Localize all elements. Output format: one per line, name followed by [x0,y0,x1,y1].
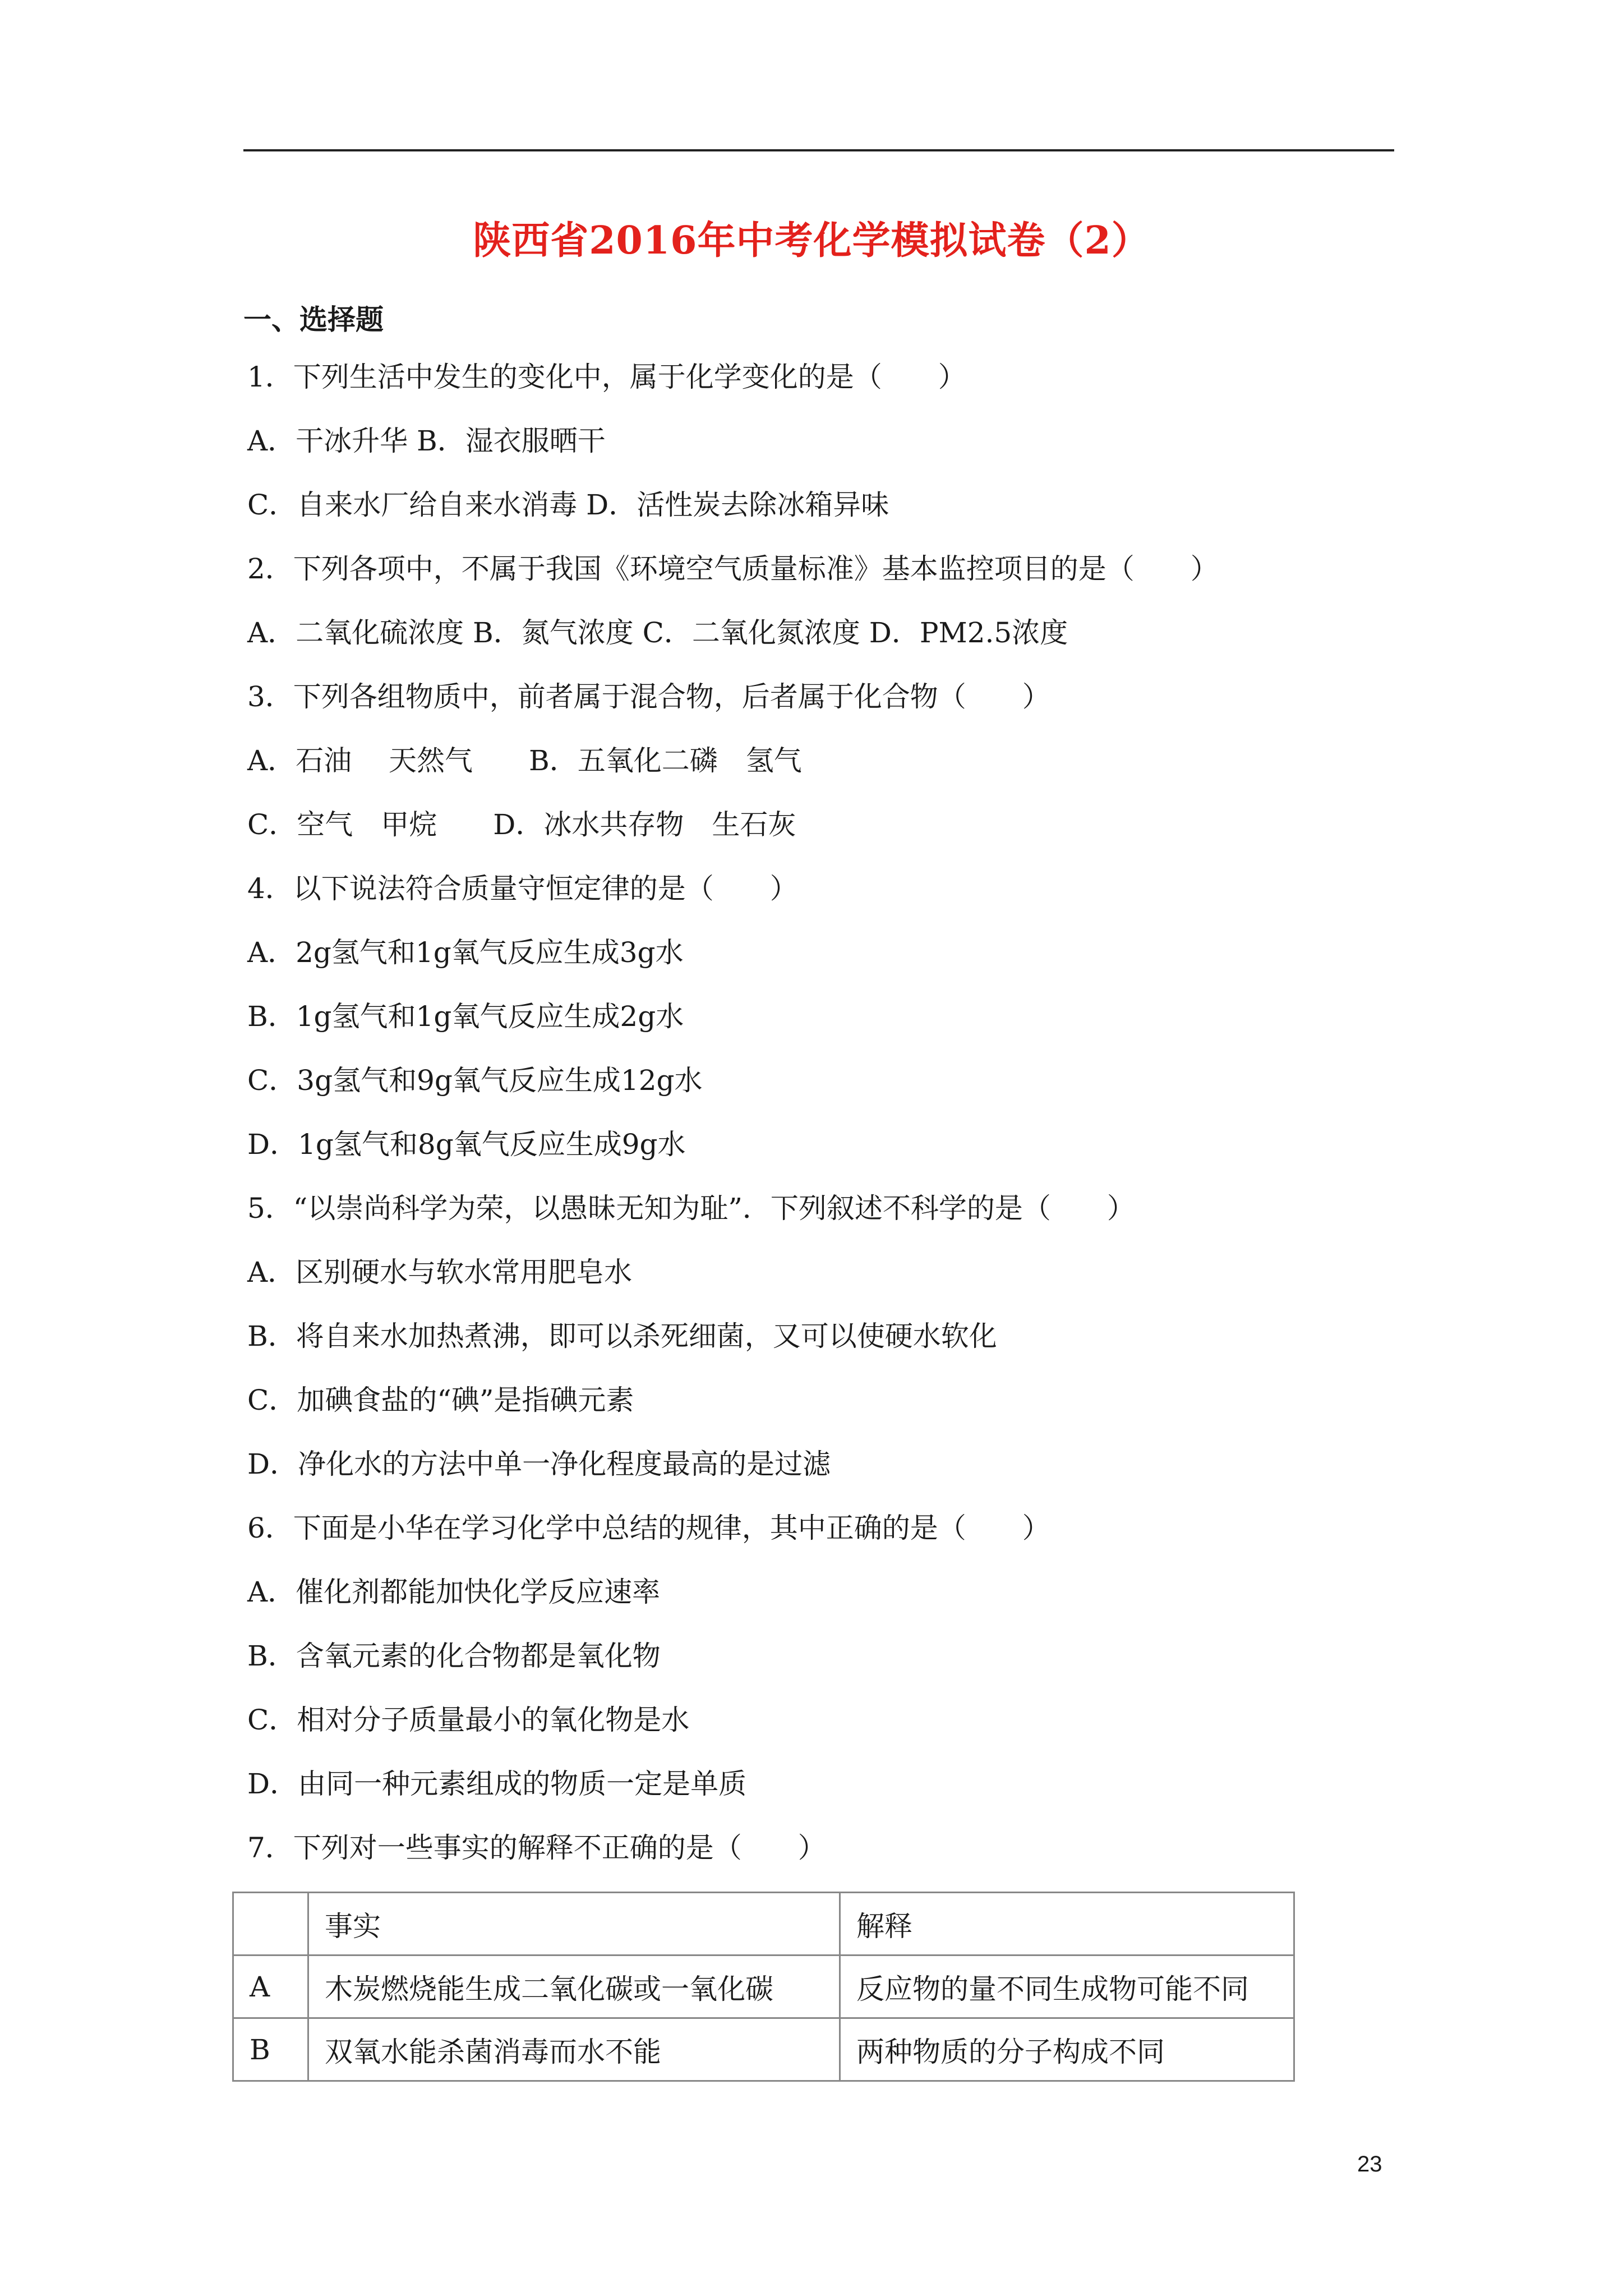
question-1: 1．下列生活中发生的变化中，属于化学变化的是（ ） [247,361,966,393]
table-row [233,1955,1294,2018]
section-heading: 一、选择题 [243,303,384,336]
question-4-option-d: D．1g氢气和8g氧气反应生成9g水 [247,1128,686,1161]
table-header-row [233,1893,1294,1955]
table-cell: A [233,1955,308,2018]
table-header-cell [233,1893,308,1955]
table-cell: 反应物的量不同生成物可能不同 [840,1955,1294,2018]
header-rule [243,149,1394,151]
page-number: 23 [1357,2152,1382,2177]
question-3-options-cd: C．空气 甲烷 D．冰水共存物 生石灰 [247,808,796,841]
question-7: 7．下列对一些事实的解释不正确的是（ ） [247,1832,826,1864]
question-5-option-a: A．区别硬水与软水常用肥皂水 [247,1256,633,1289]
table-header-cell: 解释 [840,1893,1294,1955]
table-cell: 木炭燃烧能生成二氧化碳或一氧化碳 [308,1955,840,2018]
question-1-options-ab: A．干冰升华 B．湿衣服晒干 [247,425,606,457]
table-cell: B [233,2018,308,2081]
question-4-option-c: C．3g氢气和9g氧气反应生成12g水 [247,1064,703,1097]
question-5-option-c: C．加碘食盐的“碘”是指碘元素 [247,1384,634,1416]
question-1-options-cd: C．自来水厂给自来水消毒 D．活性炭去除冰箱异味 [247,489,889,521]
table-cell: 两种物质的分子构成不同 [840,2018,1294,2081]
question-6-option-d: D．由同一种元素组成的物质一定是单质 [247,1768,747,1800]
question-6-option-c: C．相对分子质量最小的氧化物是水 [247,1704,690,1736]
question-7-table [232,1892,1295,2082]
question-4-option-b: B．1g氢气和1g氧气反应生成2g水 [247,1000,684,1033]
question-5-option-d: D．净化水的方法中单一净化程度最高的是过滤 [247,1448,831,1480]
question-6: 6．下面是小华在学习化学中总结的规律，其中正确的是（ ） [247,1512,1050,1544]
question-2: 2．下列各项中，不属于我国《环境空气质量标准》基本监控项目的是（ ） [247,553,1219,585]
table-row [233,2018,1294,2081]
question-3: 3．下列各组物质中，前者属于混合物，后者属于化合物（ ） [247,680,1050,713]
question-4: 4．以下说法符合质量守恒定律的是（ ） [247,872,798,905]
question-5: 5．“以崇尚科学为荣，以愚昧无知为耻”．下列叙述不科学的是（ ） [247,1192,1135,1225]
question-2-options: A．二氧化硫浓度 B．氮气浓度 C．二氧化氮浓度 D．PM2.5浓度 [247,616,1068,649]
question-6-option-b: B．含氧元素的化合物都是氧化物 [247,1640,661,1672]
table-cell: 双氧水能杀菌消毒而水不能 [308,2018,840,2081]
document-title: 陕西省2016年中考化学模拟试卷（2） [473,218,1150,263]
question-5-option-b: B．将自来水加热煮沸，即可以杀死细菌，又可以使硬水软化 [247,1320,997,1352]
question-3-options-ab: A．石油 天然气 B．五氧化二磷 氢气 [247,744,802,777]
question-4-option-a: A．2g氢气和1g氧气反应生成3g水 [247,936,684,969]
question-6-option-a: A．催化剂都能加快化学反应速率 [247,1576,661,1608]
table-header-cell: 事实 [308,1893,840,1955]
